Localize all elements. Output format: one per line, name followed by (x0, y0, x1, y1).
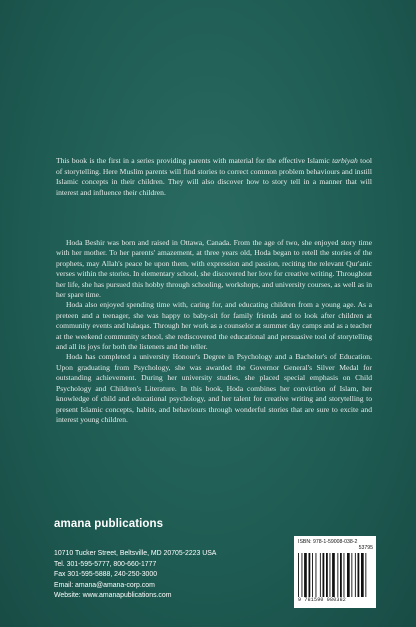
publisher-contact (54, 549, 274, 602)
barcode-digits: 9 781590 080382 (298, 597, 347, 603)
book-blurb (56, 156, 372, 198)
barcode-icon (298, 553, 374, 597)
publisher-address: 10710 Tucker Street, Beltsville, MD 20705-2223 USA (54, 550, 217, 557)
blurb-text-part2: tool of storytelling. Here Muslim parents will find stories to correct common problem behaviours and instill Islamic concepts in their children. They will also discover how to story tell in a manner that will interest and influence their children. (56, 156, 372, 197)
publisher-website: Website: www.amanapublications.com (54, 592, 172, 599)
barcode-box (294, 536, 376, 608)
bio-paragraph-3: Hoda has completed a university Honour's Degree in Psychology and a Bachelor's of Education. Upon graduating from Psychology, she was awarded the Governor General's Silver Medal for outstanding achievement. During her university studies, she placed special emphasis on Child Psychology and Children's Literature. In this book, Hoda combines her conviction of Islam, her knowledge of child and educational psychology, and her talent for creative writing and storytelling to present Islamic concepts, habits, and behaviours through wonderful stories that are sure to excite and interest young children. (56, 352, 372, 424)
publisher-tel: Tel. 301-595-5777, 800-660-1777 (54, 560, 157, 568)
author-bio (56, 238, 372, 425)
bio-paragraph-1: Hoda Beshir was born and raised in Ottawa, Canada. From the age of two, she enjoyed story time with her mother. To her parents' amazement, at three years old, Hoda began to retell the stories of the prophets, may Allah's peace be upon them, with expression and passion, reciting the relevant Qur'anic verses within the stories. In elementary school, she discovered her love for creative writing. Throughout her life, she has pursued this hobby through schooling, workshops, and university courses, as well as in her spare time. (56, 238, 372, 300)
blurb-tarbiyah: tarbiyah (332, 156, 358, 165)
price-code: 53795 (358, 545, 373, 551)
publisher-fax: Fax 301-595-5888, 240-250-3000 (54, 571, 158, 578)
publisher-email: Email: amana@amana-corp.com (54, 581, 155, 589)
isbn-text: ISBN: 978-1-59008-038-2 (298, 539, 358, 545)
bio-paragraph-2: Hoda also enjoyed spending time with, caring for, and educating children from a young age. As a preteen and a teenager, she was happy to baby-sit for family friends and to look after children at community events and halaqas. Through her work as a counselor at summer day camps and as a teacher at the weekend community school, she rediscovered the educational and persuasive tool of storytelling and all its joys for both the listeners and the teller. (56, 300, 372, 352)
blurb-text-part1: This book is the first in a series providing parents with material for the effective Islamic (56, 156, 333, 165)
publisher-logo: amana publications (54, 518, 164, 530)
